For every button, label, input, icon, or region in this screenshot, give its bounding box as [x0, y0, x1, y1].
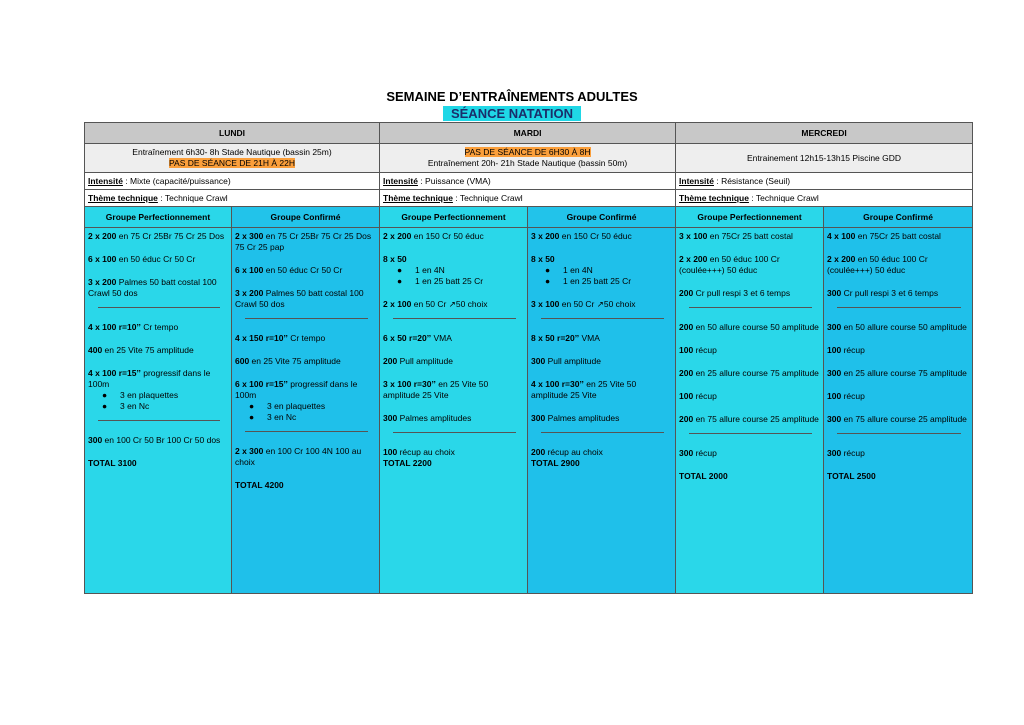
divider [245, 431, 368, 432]
workout-line: 300 en 50 allure course 50 amplitude [827, 322, 967, 332]
workout-line: 300 Pull amplitude [531, 356, 601, 366]
total: TOTAL 2500 [827, 471, 876, 481]
workout-mardi-conf [528, 228, 676, 594]
workout-line: 300 Cr pull respi 3 et 6 temps [827, 288, 939, 298]
workout-line: 200 en 25 allure course 75 amplitude [679, 368, 819, 378]
workout-line: 4 x 100 r=15’’ progressif dans le 100m [88, 368, 211, 389]
intensity-row [85, 173, 973, 190]
workout-line: 300 en 75 allure course 25 amplitude [827, 414, 967, 424]
total: TOTAL 2200 [383, 458, 432, 468]
theme-lundi [85, 190, 380, 207]
workout-lundi-conf [232, 228, 380, 594]
info-lundi [85, 144, 380, 173]
workout-line: 300 Palmes amplitudes [383, 413, 472, 423]
divider [98, 307, 220, 308]
workout-line: 8 x 50 [531, 254, 555, 264]
workout-line: 300 en 100 Cr 50 Br 100 Cr 50 dos [88, 435, 221, 445]
workout-line: 3 x 100 en 50 Cr ↗50 choix [531, 299, 636, 309]
page-title: SEMAINE D’ENTRAÎNEMENTS ADULTES [386, 89, 638, 104]
divider [98, 420, 220, 421]
intensity-lundi [85, 173, 380, 190]
info-mardi-line2: Entraînement 20h- 21h Stade Nautique (bassin 50m) [427, 158, 628, 168]
intensity-label: Intensité [383, 175, 418, 186]
bullet-icon: ● [545, 265, 551, 275]
divider [837, 307, 961, 308]
workout-line: 300 récup [827, 448, 865, 458]
theme-row [85, 190, 973, 207]
total: TOTAL 2900 [531, 458, 580, 468]
workout-line: 2 x 100 en 50 Cr ↗50 choix [383, 299, 488, 309]
workout-line: 3 x 100 r=30’’ en 25 Vite 50 amplitude 25 Vite [383, 379, 489, 400]
workout-line: 2 x 200 en 50 éduc 100 Cr (coulée+++) 50 éduc [827, 254, 928, 275]
theme-mercredi [676, 190, 973, 207]
bullet-item: ● 3 en Nc [102, 401, 150, 411]
day-mardi: MARDI [380, 123, 676, 144]
workout-line: 2 x 300 en 75 Cr 25Br 75 Cr 25 Dos 75 Cr 25 pap [235, 231, 372, 252]
workout-line: 2 x 200 en 50 éduc 100 Cr (coulée+++) 50 éduc [679, 254, 780, 275]
bullet-item: ● 1 en 4N [545, 265, 593, 275]
workout-line: 100 récup [827, 391, 865, 401]
workout-line: 4 x 100 en 75Cr 25 batt costal [827, 231, 941, 241]
intensity-label: Intensité [679, 175, 714, 186]
workout-line: 100 récup [679, 345, 717, 355]
divider [541, 432, 664, 433]
group-conf-header: Groupe Confirmé [232, 207, 380, 228]
workout-line: 3 x 200 Palmes 50 batt costal 100 Crawl 50 dos [235, 288, 364, 309]
workout-mercredi-conf [824, 228, 973, 594]
intensity-mercredi [676, 173, 973, 190]
workout-line: 2 x 200 en 150 Cr 50 éduc [383, 231, 484, 241]
total: TOTAL 2000 [679, 471, 728, 481]
bullet-icon: ● [249, 401, 255, 411]
divider [245, 318, 368, 319]
group-perf-header: Groupe Perfectionnement [380, 207, 528, 228]
workout-line: 2 x 200 en 75 Cr 25Br 75 Cr 25 Dos [88, 231, 225, 241]
info-mardi-highlight: PAS DE SÉANCE DE 6H30 À 8H [464, 147, 591, 157]
intensity-mardi [380, 173, 676, 190]
intensity-label: Intensité [88, 175, 123, 186]
divider [393, 432, 516, 433]
workout-line: 6 x 100 r=15’’ progressif dans le 100m [235, 379, 358, 400]
bullet-icon: ● [102, 390, 108, 400]
bullet-icon: ● [397, 276, 403, 286]
group-header-row [85, 207, 973, 228]
theme-mardi [380, 190, 676, 207]
theme-value: : Technique Crawl [157, 192, 228, 203]
workout-line: 100 récup [827, 345, 865, 355]
bullet-icon: ● [397, 265, 403, 275]
divider [689, 307, 812, 308]
workout-line: 200 Pull amplitude [383, 356, 453, 366]
workout-line: 300 en 25 allure course 75 amplitude [827, 368, 967, 378]
total: TOTAL 4200 [235, 480, 284, 490]
bullet-icon: ● [102, 401, 108, 411]
theme-label: Thème technique [679, 192, 749, 203]
workout-mercredi-perf [676, 228, 824, 594]
workout-lundi-perf [85, 228, 232, 594]
bullet-icon: ● [545, 276, 551, 286]
bullet-item: ● 3 en Nc [249, 412, 297, 422]
workout-line: 6 x 100 en 50 éduc Cr 50 Cr [88, 254, 196, 264]
workout-line: 6 x 50 r=20’’ VMA [383, 333, 452, 343]
workout-line: 200 en 75 allure course 25 amplitude [679, 414, 819, 424]
bullet-item: ● 3 en plaquettes [102, 390, 179, 400]
bullet-item: ● 1 en 25 batt 25 Cr [397, 276, 484, 286]
divider [541, 318, 664, 319]
divider [393, 318, 516, 319]
workout-line: 100 récup [679, 391, 717, 401]
workout-line: 6 x 100 en 50 éduc Cr 50 Cr [235, 265, 343, 275]
workout-line: 4 x 100 r=30’’ en 25 Vite 50 amplitude 25 Vite [531, 379, 637, 400]
workout-row [85, 228, 973, 594]
workout-line: 3 x 100 en 75Cr 25 batt costal [679, 231, 793, 241]
training-table [84, 122, 973, 594]
theme-value: : Technique Crawl [748, 192, 819, 203]
day-mercredi: MERCREDI [676, 123, 973, 144]
workout-line: 8 x 50 r=20’’ VMA [531, 333, 600, 343]
workout-line: 400 en 25 Vite 75 amplitude [88, 345, 194, 355]
page-subtitle: SÉANCE NATATION [443, 106, 581, 121]
workout-line: 4 x 100 r=10’’ Cr tempo [88, 322, 179, 332]
workout-line: 8 x 50 [383, 254, 407, 264]
group-conf-header: Groupe Confirmé [824, 207, 973, 228]
workout-line: 300 Palmes amplitudes [531, 413, 620, 423]
theme-value: : Technique Crawl [452, 192, 523, 203]
workout-line: 200 récup au choix [531, 447, 603, 457]
day-lundi: LUNDI [85, 123, 380, 144]
divider [837, 433, 961, 434]
bullet-item: ● 1 en 4N [397, 265, 445, 275]
workout-line: 3 x 200 en 150 Cr 50 éduc [531, 231, 632, 241]
workout-line: 200 en 50 allure course 50 amplitude [679, 322, 819, 332]
session-info-row [85, 144, 973, 173]
bullet-icon: ● [249, 412, 255, 422]
intensity-value: : Puissance (VMA) [417, 175, 491, 186]
bullet-item: ● 1 en 25 batt 25 Cr [545, 276, 632, 286]
theme-label: Thème technique [383, 192, 453, 203]
group-conf-header: Groupe Confirmé [528, 207, 676, 228]
workout-line: 300 récup [679, 448, 717, 458]
intensity-value: : Résistance (Seuil) [713, 175, 791, 186]
workout-line: 200 Cr pull respi 3 et 6 temps [679, 288, 791, 298]
workout-line: 100 récup au choix [383, 447, 455, 457]
group-perf-header: Groupe Perfectionnement [85, 207, 232, 228]
info-mardi [380, 144, 676, 173]
total: TOTAL 3100 [88, 458, 137, 468]
info-mercredi [676, 144, 973, 173]
divider [689, 433, 812, 434]
workout-line: 3 x 200 Palmes 50 batt costal 100 Crawl 50 dos [88, 277, 217, 298]
info-mercredi-line1: Entrainement 12h15-13h15 Piscine GDD [747, 152, 902, 163]
info-lundi-line1: Entraînement 6h30- 8h Stade Nautique (bassin 25m) [132, 147, 332, 157]
bullet-item: ● 3 en plaquettes [249, 401, 326, 411]
group-perf-header: Groupe Perfectionnement [676, 207, 824, 228]
workout-line: 2 x 300 en 100 Cr 100 4N 100 au choix [235, 446, 362, 467]
workout-line: 4 x 150 r=10’’ Cr tempo [235, 333, 326, 343]
workout-mardi-perf [380, 228, 528, 594]
theme-label: Thème technique [88, 192, 158, 203]
intensity-value: : Mixte (capacité/puissance) [122, 175, 231, 186]
workout-line: 600 en 25 Vite 75 amplitude [235, 356, 341, 366]
info-lundi-highlight: PAS DE SÉANCE DE 21H À 22H [169, 158, 295, 168]
day-header-row [85, 123, 973, 144]
